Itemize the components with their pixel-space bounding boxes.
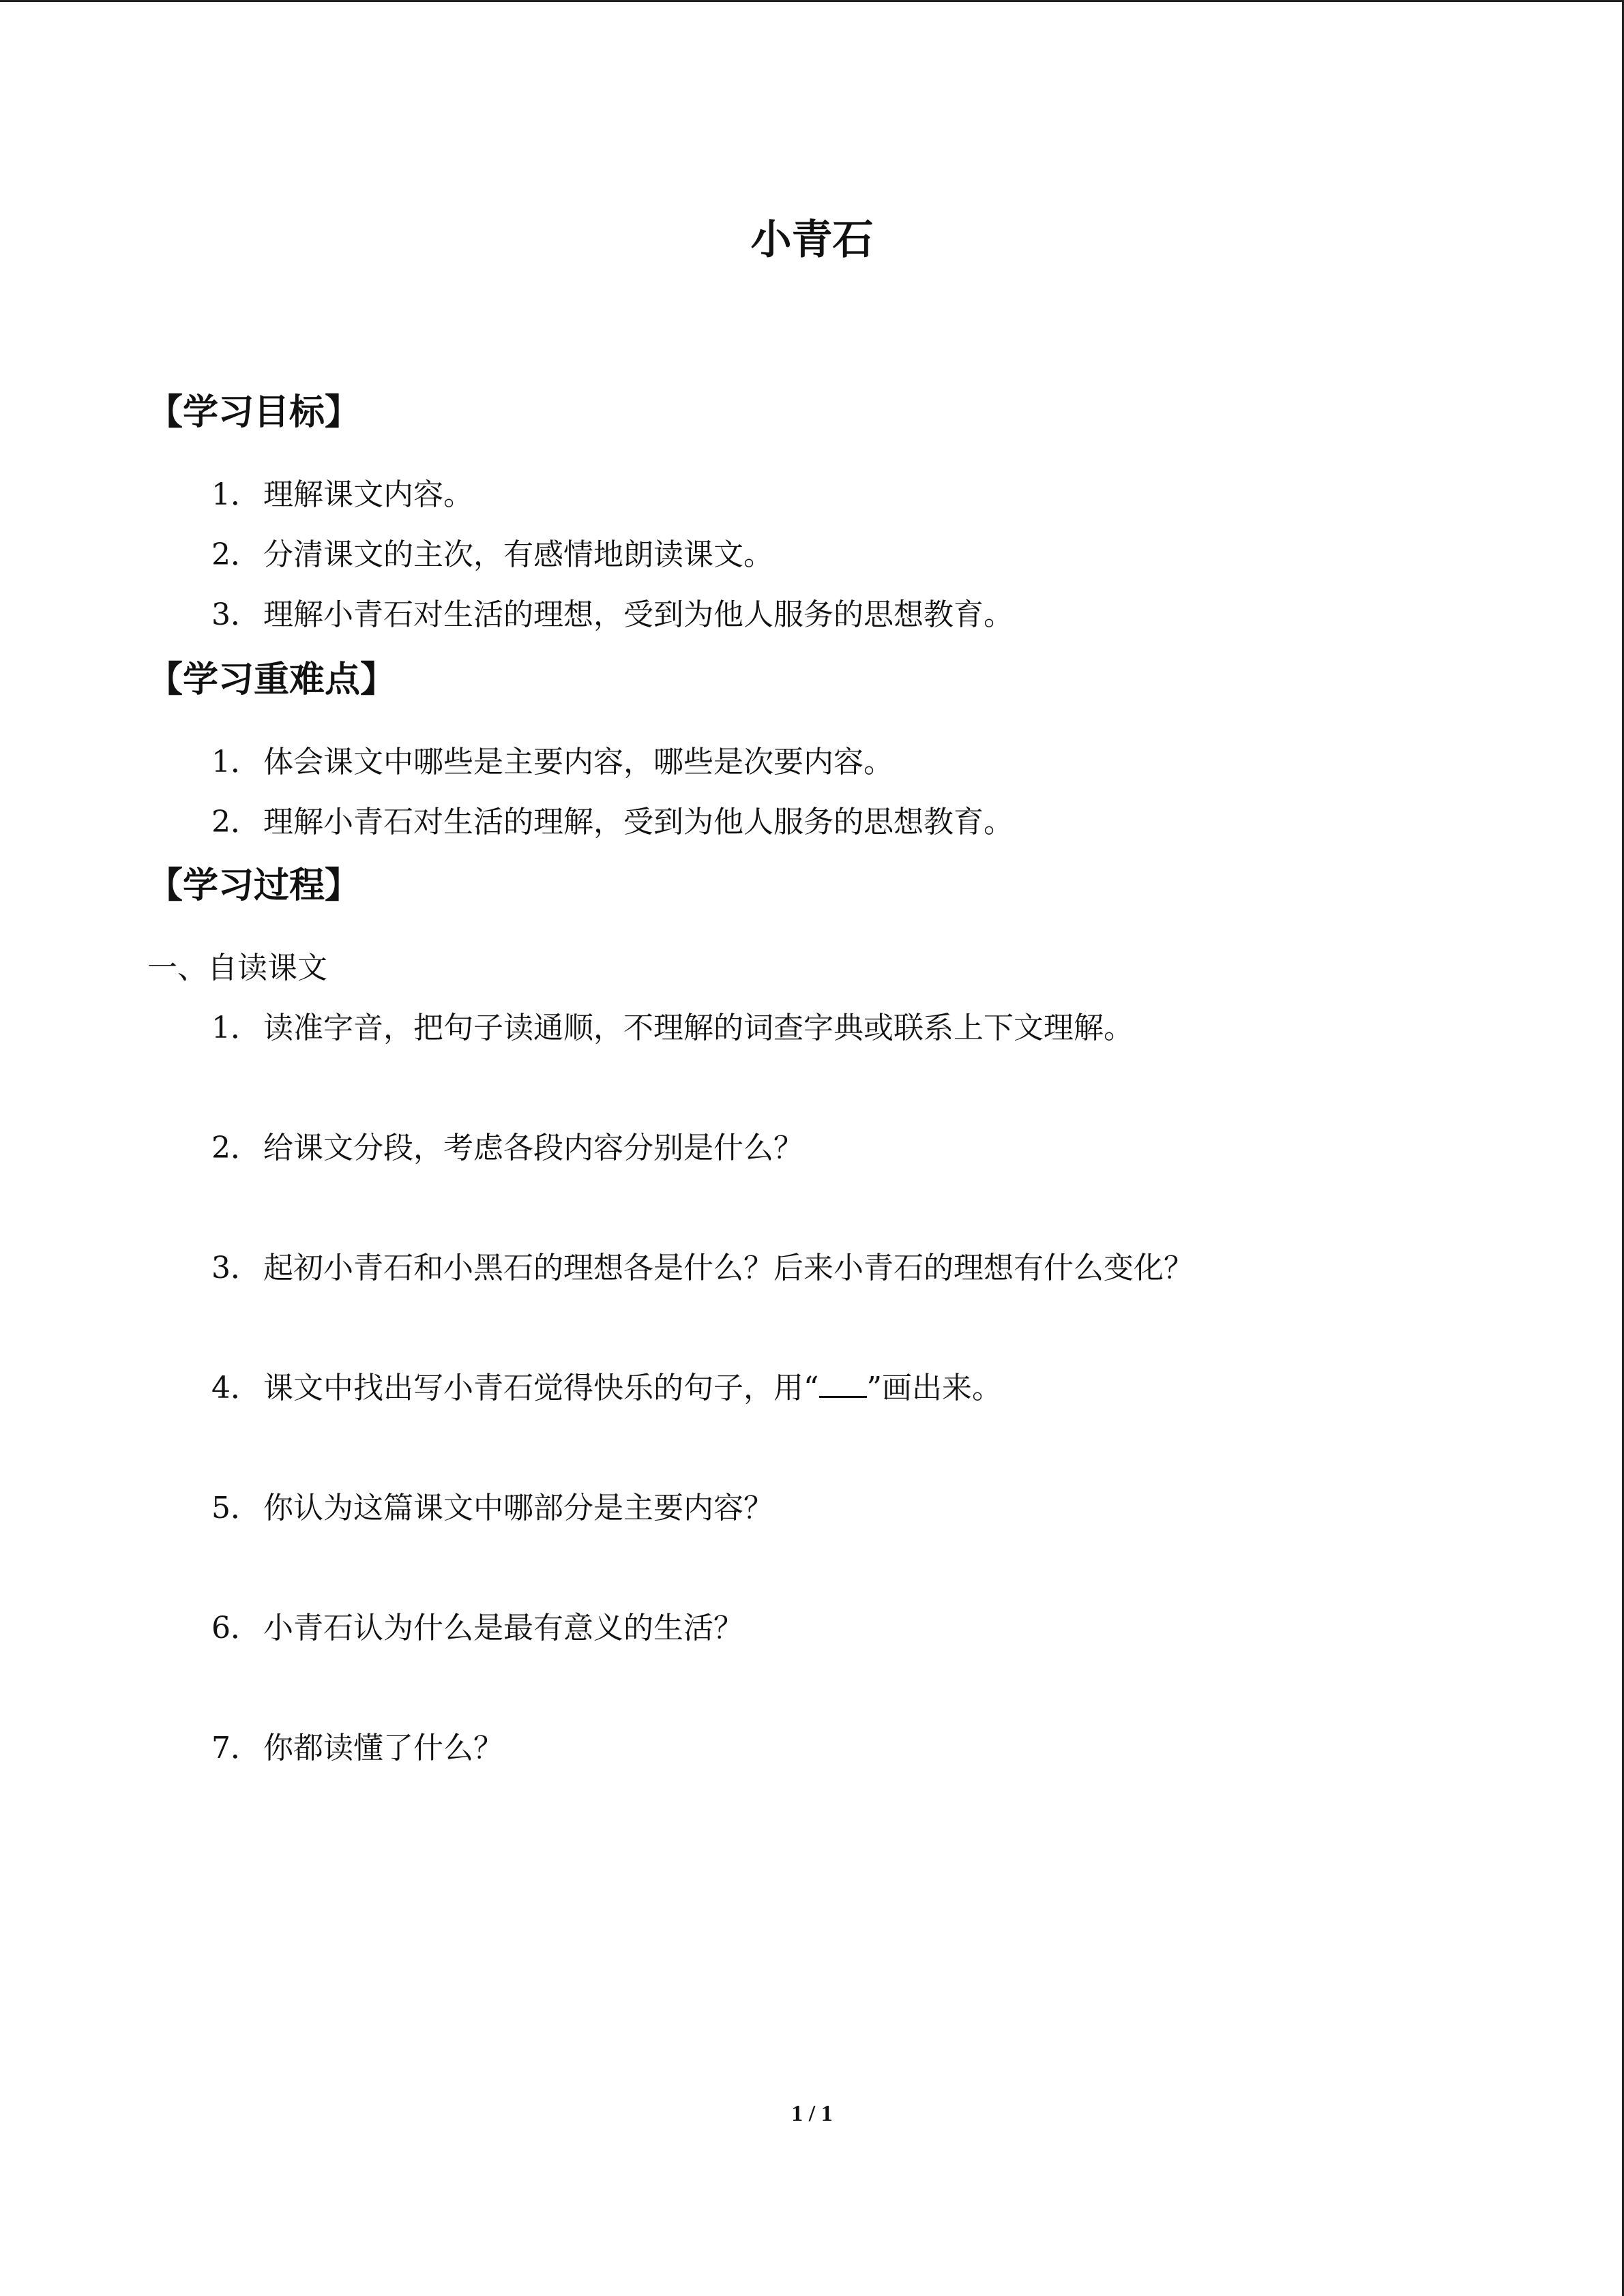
item-text: 小青石认为什么是最有意义的生活？ [263, 1611, 743, 1645]
item-text: 读准字音，把句子读通顺，不理解的词查字典或联系上下文理解。 [263, 1011, 1134, 1045]
fill-in-blank [819, 1369, 867, 1398]
item-text: 理解课文内容。 [263, 477, 473, 512]
list-item [211, 1368, 1002, 1409]
list-item [211, 742, 894, 783]
list-item [211, 535, 773, 576]
item-text: 起初小青石和小黑石的理想各是什么？后来小青石的理想有什么变化？ [263, 1251, 1194, 1285]
item-number: 1． [211, 745, 261, 779]
item-number: 6． [211, 1611, 261, 1645]
list-item [211, 1008, 1134, 1049]
item-text: 你都读懂了什么？ [263, 1731, 503, 1765]
item-text: 分清课文的主次，有感情地朗读课文。 [263, 537, 773, 572]
list-item [211, 802, 1014, 843]
item-text: 你认为这篇课文中哪部分是主要内容？ [263, 1491, 773, 1525]
item-number: 3． [211, 1251, 261, 1285]
document-title: 小青石 [750, 216, 874, 264]
item-text: 理解小青石对生活的理想，受到为他人服务的思想教育。 [263, 597, 1014, 632]
item-text: 体会课文中哪些是主要内容，哪些是次要内容。 [263, 745, 894, 779]
item-number: 3． [211, 597, 261, 632]
section-heading-key-points: 【学习重难点】 [147, 659, 396, 700]
item-number: 2． [211, 537, 261, 572]
item-text: 给课文分段，考虑各段内容分别是什么？ [263, 1131, 803, 1165]
item-text-before: 课文中找出写小青石觉得快乐的句子，用“ [263, 1371, 819, 1405]
page-number: 1 / 1 [791, 2101, 833, 2126]
item-number: 1． [211, 477, 261, 512]
item-text: 理解小青石对生活的理解，受到为他人服务的思想教育。 [263, 805, 1014, 839]
section-heading-objectives: 【学习目标】 [147, 391, 361, 433]
list-item [211, 1248, 1194, 1289]
item-number: 2． [211, 805, 261, 839]
list-item [211, 1128, 803, 1169]
list-item [211, 1488, 773, 1529]
page-border-top [0, 0, 1624, 2]
item-number: 2． [211, 1131, 261, 1165]
list-item [211, 1728, 503, 1769]
item-number: 1． [211, 1011, 261, 1045]
section-heading-process: 【学习过程】 [147, 865, 361, 906]
item-text-after: ”画出来。 [866, 1371, 1002, 1405]
subsection-heading: 一、自读课文 [147, 951, 327, 985]
list-item [211, 475, 473, 516]
list-item [211, 595, 1014, 636]
item-number: 5． [211, 1491, 261, 1525]
list-item [211, 1608, 743, 1649]
item-number: 4． [211, 1371, 261, 1405]
item-number: 7． [211, 1731, 261, 1765]
